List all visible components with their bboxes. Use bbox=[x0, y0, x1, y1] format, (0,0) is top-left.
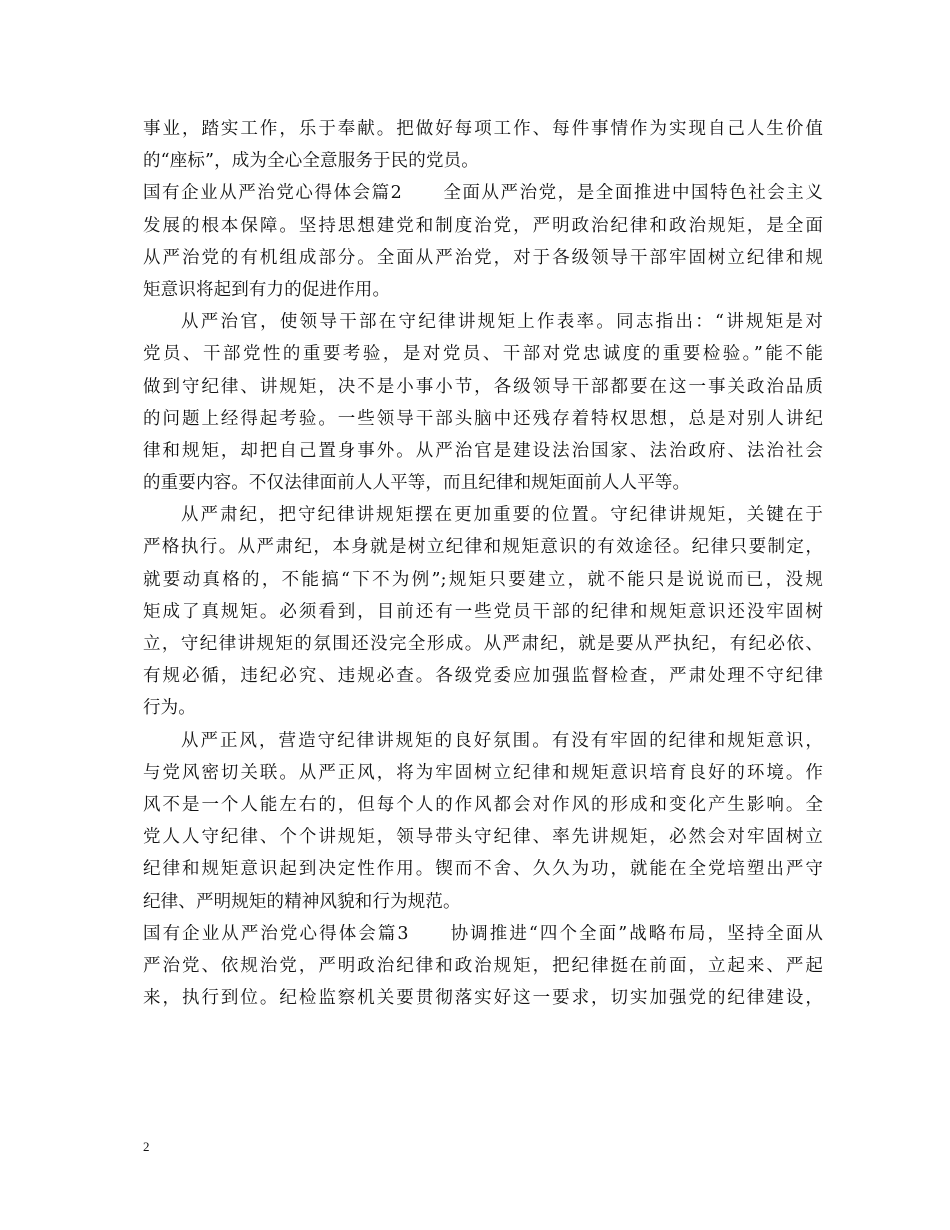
text-segment: 全面从严治党，是全面推进中国特色社会主义 bbox=[441, 183, 824, 204]
text-line: 从严正风，营造守纪律讲规矩的良好氛围。有没有牢固的纪律和规矩意识， bbox=[181, 730, 823, 751]
section-heading: 国有企业从严治党心得体会篇2 bbox=[143, 183, 402, 204]
text-line: 党员、干部党性的重要考验，是对党员、干部对党忠诚度的重要检验。”能不能 bbox=[143, 344, 823, 365]
text-line: 严格执行。从严肃纪，本身就是树立纪律和规矩意识的有效途径。纪律只要制定， bbox=[143, 537, 823, 558]
text-line: 有规必循，违纪必究、违规必查。各级党委应加强监督检查，严肃处理不守纪律 bbox=[143, 666, 823, 687]
text-line: 行为。 bbox=[143, 698, 196, 719]
text-segment: 协调推进“四个全面”战略布局，坚持全面从 bbox=[448, 923, 823, 944]
text-line: 的问题上经得起考验。一些领导干部头脑中还残存着特权思想，总是对别人讲纪 bbox=[143, 408, 823, 429]
text-line: 事业，踏实工作，乐于奉献。把做好每项工作、每件事情作为实现自己人生价值 bbox=[143, 119, 823, 139]
text-line: 做到守纪律、讲规矩，决不是小事小节，各级领导干部都要在这一事关政治品质 bbox=[143, 376, 823, 397]
text-line: 从严治官，使领导干部在守纪律讲规矩上作表率。同志指出：“讲规矩是对 bbox=[181, 312, 823, 333]
document-body bbox=[143, 113, 823, 1014]
text-line: 律和规矩，却把自己置身事外。从严治官是建设法治国家、法治政府、法治社会 bbox=[143, 440, 823, 461]
text-line: 来，执行到位。纪检监察机关要贯彻落实好这一要求，切实加强党的纪律建设， bbox=[143, 988, 823, 1009]
text-line: 风不是一个人能左右的，但每个人的作风都会对作风的形成和变化产生影响。全 bbox=[143, 794, 823, 815]
text-line: 严治党、依规治党，严明政治纪律和政治规矩，把纪律挺在前面，立起来、严起 bbox=[143, 955, 823, 976]
text-line: 矩成了真规矩。必须看到，目前还有一些党员干部的纪律和规矩意识还没牢固树 bbox=[143, 601, 823, 622]
text-line: 纪律、严明规矩的精神风貌和行为规范。 bbox=[143, 891, 461, 912]
text-line: 的“座标”，成为全心全意服务于民的党员。 bbox=[143, 151, 479, 172]
text-line: 矩意识将起到有力的促进作用。 bbox=[143, 279, 391, 300]
section-heading-line bbox=[143, 177, 823, 209]
text-line: 从严治党的有机组成部分。全面从严治党，对于各级领导干部牢固树立纪律和规 bbox=[143, 247, 823, 268]
text-line: 从严肃纪，把守纪律讲规矩摆在更加重要的位置。守纪律讲规矩，关键在于 bbox=[181, 505, 823, 526]
text-line: 与党风密切关联。从严正风，将为牢固树立纪律和规矩意识培育良好的环境。作 bbox=[143, 762, 823, 783]
page-number: 2 bbox=[143, 1139, 150, 1154]
text-line: 发展的根本保障。坚持思想建党和制度治党，严明政治纪律和政治规矩，是全面 bbox=[143, 215, 823, 236]
text-line: 党人人守纪律、个个讲规矩，领导带头守纪律、率先讲规矩，必然会对牢固树立 bbox=[143, 827, 823, 848]
text-line: 的重要内容。不仅法律面前人人平等，而且纪律和规矩面前人人平等。 bbox=[143, 473, 691, 494]
text-line: 就要动真格的，不能搞“下不为例”;规矩只要建立，就不能只是说说而已，没规 bbox=[143, 569, 823, 590]
text-line: 立，守纪律讲规矩的氛围还没完全形成。从严肃纪，就是要从严执纪，有纪必依、 bbox=[143, 634, 823, 654]
text-line: 纪律和规矩意识起到决定性作用。锲而不舍、久久为功，就能在全党培塑出严守 bbox=[143, 859, 823, 880]
section-heading: 国有企业从严治党心得体会篇3 bbox=[143, 923, 409, 944]
section-heading-line bbox=[143, 918, 823, 950]
